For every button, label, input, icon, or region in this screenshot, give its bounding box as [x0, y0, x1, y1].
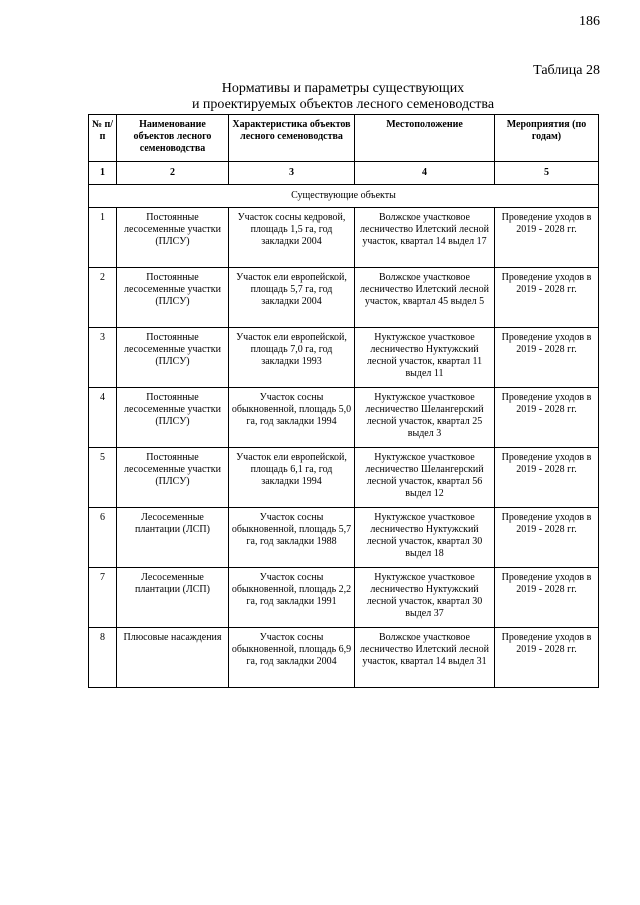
- table-row: [89, 628, 599, 688]
- object-location: Нуктужское участковое лесничество Шелангерский лесной участок, квартал 56 выдел 12: [355, 448, 495, 508]
- header-location: Местоположение: [355, 115, 495, 162]
- header-name: Наименование объектов лесного семеноводства: [117, 115, 229, 162]
- row-number: 5: [89, 448, 117, 508]
- table-row: [89, 448, 599, 508]
- object-characteristic: Участок сосны кедровой, площадь 1,5 га, год закладки 2004: [229, 208, 355, 268]
- header-characteristic: Характеристика объектов лесного семеноводства: [229, 115, 355, 162]
- column-numbers-row: [89, 162, 599, 185]
- header-row: [89, 115, 599, 162]
- object-name: Постоянные лесосеменные участки (ПЛСУ): [117, 208, 229, 268]
- object-characteristic: Участок ели европейской, площадь 6,1 га, год закладки 1994: [229, 448, 355, 508]
- object-location: Волжское участковое лесничество Илетский лесной участок, квартал 45 выдел 5: [355, 268, 495, 328]
- row-number: 2: [89, 268, 117, 328]
- table-row: [89, 388, 599, 448]
- object-characteristic: Участок ели европейской, площадь 7,0 га, год закладки 1993: [229, 328, 355, 388]
- page-number: 186: [579, 14, 600, 29]
- object-activity: Проведение уходов в 2019 - 2028 гг.: [495, 508, 599, 568]
- header-num: № п/п: [89, 115, 117, 162]
- object-name: Лесосеменные плантации (ЛСП): [117, 568, 229, 628]
- table-row: [89, 328, 599, 388]
- object-location: Нуктужское участковое лесничество Нуктужский лесной участок, квартал 11 выдел 11: [355, 328, 495, 388]
- title-line-2: и проектируемых объектов лесного семеноводства: [191, 97, 495, 112]
- row-number: 4: [89, 388, 117, 448]
- document-title: [88, 81, 598, 113]
- column-number: 3: [229, 162, 355, 185]
- object-activity: Проведение уходов в 2019 - 2028 гг.: [495, 628, 599, 688]
- object-name: Постоянные лесосеменные участки (ПЛСУ): [117, 268, 229, 328]
- table-row: [89, 508, 599, 568]
- object-location: Волжское участковое лесничество Илетский лесной участок, квартал 14 выдел 31: [355, 628, 495, 688]
- object-name: Лесосеменные плантации (ЛСП): [117, 508, 229, 568]
- object-location: Волжское участковое лесничество Илетский лесной участок, квартал 14 выдел 17: [355, 208, 495, 268]
- row-number: 7: [89, 568, 117, 628]
- header-activity: Мероприятия (по годам): [495, 115, 599, 162]
- object-characteristic: Участок сосны обыкновенной, площадь 5,7 га, год закладки 1988: [229, 508, 355, 568]
- column-number: 4: [355, 162, 495, 185]
- table-row: [89, 568, 599, 628]
- object-activity: Проведение уходов в 2019 - 2028 гг.: [495, 388, 599, 448]
- section-title: Существующие объекты: [89, 185, 599, 208]
- table-label: Таблица 28: [533, 63, 600, 78]
- object-location: Нуктужское участковое лесничество Нуктужский лесной участок, квартал 30 выдел 37: [355, 568, 495, 628]
- object-name: Постоянные лесосеменные участки (ПЛСУ): [117, 328, 229, 388]
- row-number: 3: [89, 328, 117, 388]
- row-number: 8: [89, 628, 117, 688]
- object-name: Плюсовые насаждения: [117, 628, 229, 688]
- table-row: [89, 208, 599, 268]
- row-number: 6: [89, 508, 117, 568]
- object-characteristic: Участок сосны обыкновенной, площадь 6,9 га, год закладки 2004: [229, 628, 355, 688]
- title-line-1: Нормативы и параметры существующих: [221, 81, 465, 96]
- object-characteristic: Участок сосны обыкновенной, площадь 5,0 га, год закладки 1994: [229, 388, 355, 448]
- object-activity: Проведение уходов в 2019 - 2028 гг.: [495, 328, 599, 388]
- object-activity: Проведение уходов в 2019 - 2028 гг.: [495, 568, 599, 628]
- object-activity: Проведение уходов в 2019 - 2028 гг.: [495, 448, 599, 508]
- object-characteristic: Участок сосны обыкновенной, площадь 2,2 га, год закладки 1991: [229, 568, 355, 628]
- object-characteristic: Участок ели европейской, площадь 5,7 га, год закладки 2004: [229, 268, 355, 328]
- row-number: 1: [89, 208, 117, 268]
- data-rows: [89, 208, 599, 688]
- table-row: [89, 268, 599, 328]
- column-number: 5: [495, 162, 599, 185]
- section-row: [89, 185, 599, 208]
- object-activity: Проведение уходов в 2019 - 2028 гг.: [495, 208, 599, 268]
- seed-objects-table: [88, 114, 599, 688]
- column-number: 1: [89, 162, 117, 185]
- object-name: Постоянные лесосеменные участки (ПЛСУ): [117, 448, 229, 508]
- object-location: Нуктужское участковое лесничество Нуктужский лесной участок, квартал 30 выдел 18: [355, 508, 495, 568]
- object-name: Постоянные лесосеменные участки (ПЛСУ): [117, 388, 229, 448]
- object-activity: Проведение уходов в 2019 - 2028 гг.: [495, 268, 599, 328]
- object-location: Нуктужское участковое лесничество Шелангерский лесной участок, квартал 25 выдел 3: [355, 388, 495, 448]
- column-number: 2: [117, 162, 229, 185]
